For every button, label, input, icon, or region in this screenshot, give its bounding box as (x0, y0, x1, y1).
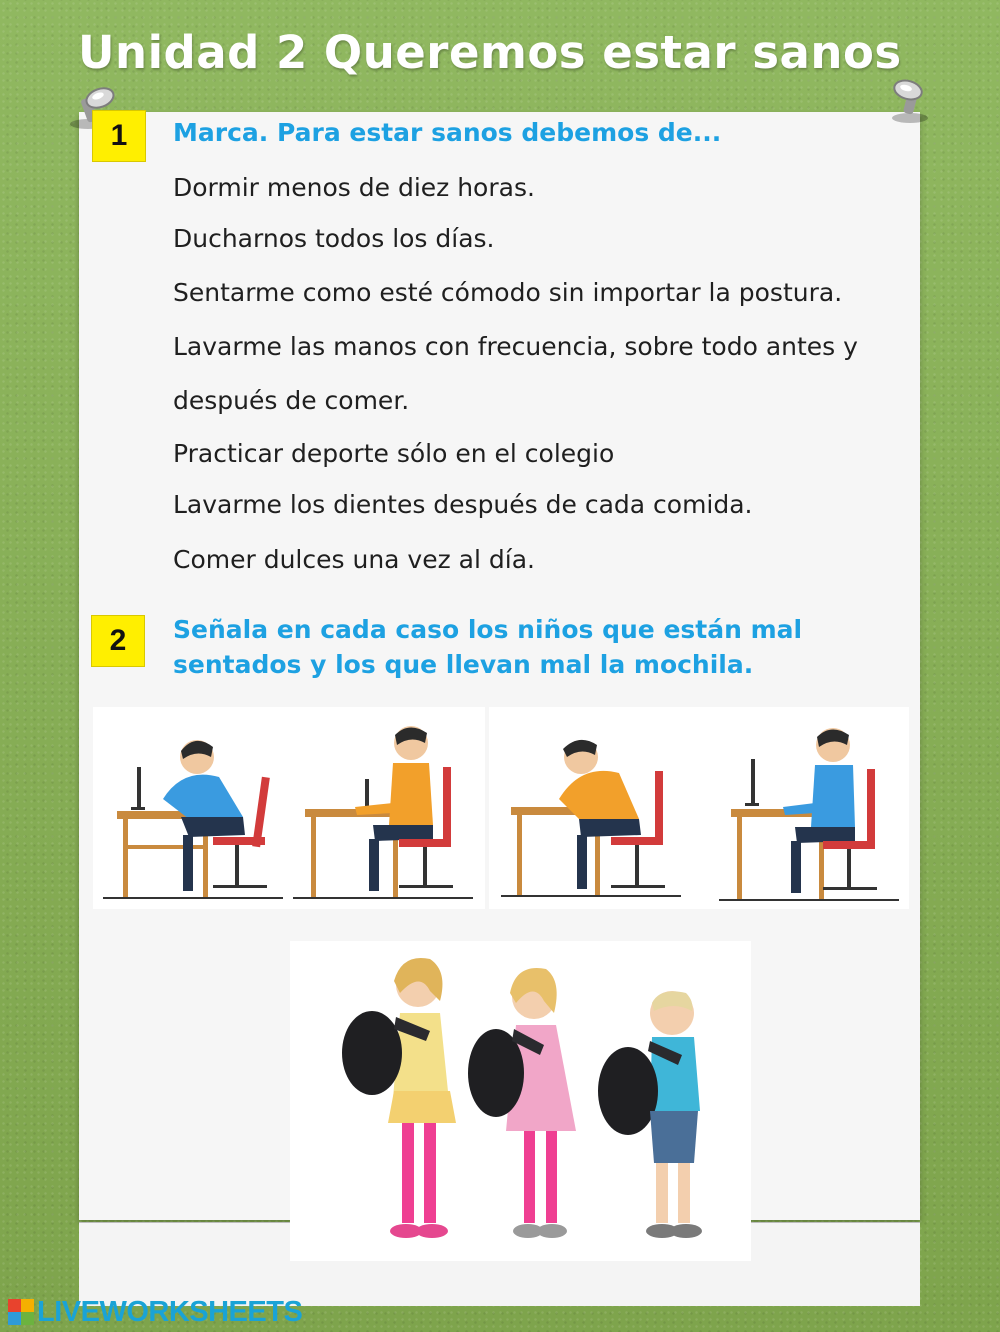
sitting-posture-image-left (93, 707, 485, 909)
section-number-1: 1 (92, 110, 146, 162)
option-item[interactable]: Practicar deporte sólo en el colegio (173, 439, 615, 468)
child-with-backpack-figure[interactable] (598, 991, 702, 1238)
option-item[interactable]: Sentarme como esté cómodo sin importar la postura. (173, 278, 843, 307)
option-item[interactable]: Dormir menos de diez horas. (173, 173, 535, 202)
section-1-heading: Marca. Para estar sanos debemos de... (173, 118, 722, 147)
upright-student-figure[interactable] (719, 728, 899, 901)
slouched-student-figure[interactable] (103, 740, 283, 899)
child-with-backpack-figure[interactable] (468, 968, 576, 1238)
upright-student-figure[interactable] (293, 726, 473, 899)
pushpin-icon (880, 78, 936, 124)
liveworksheets-brand[interactable] (8, 1296, 302, 1328)
section-2-heading-line: sentados y los que llevan mal la mochila. (173, 650, 754, 679)
option-item[interactable]: Comer dulces una vez al día. (173, 545, 535, 574)
option-item[interactable]: Lavarme las manos con frecuencia, sobre todo antes y (173, 332, 858, 361)
liveworksheets-logo-icon (8, 1299, 34, 1325)
child-with-backpack-figure[interactable] (342, 958, 456, 1238)
sitting-posture-image-right (489, 707, 909, 909)
section-2-heading-line: Señala en cada caso los niños que están mal (173, 615, 803, 644)
section-number-2: 2 (91, 615, 145, 667)
brand-name: LIVEWORKSHEETS (37, 1295, 303, 1328)
option-item[interactable]: Lavarme los dientes después de cada comida. (173, 490, 753, 519)
option-item-continuation: después de comer. (173, 386, 410, 415)
section-2-heading (173, 612, 853, 682)
backpack-children-image (290, 941, 751, 1261)
option-item[interactable]: Ducharnos todos los días. (173, 224, 495, 253)
page-title: Unidad 2 Queremos estar sanos (78, 26, 902, 79)
slouched-student-figure[interactable] (501, 740, 681, 897)
